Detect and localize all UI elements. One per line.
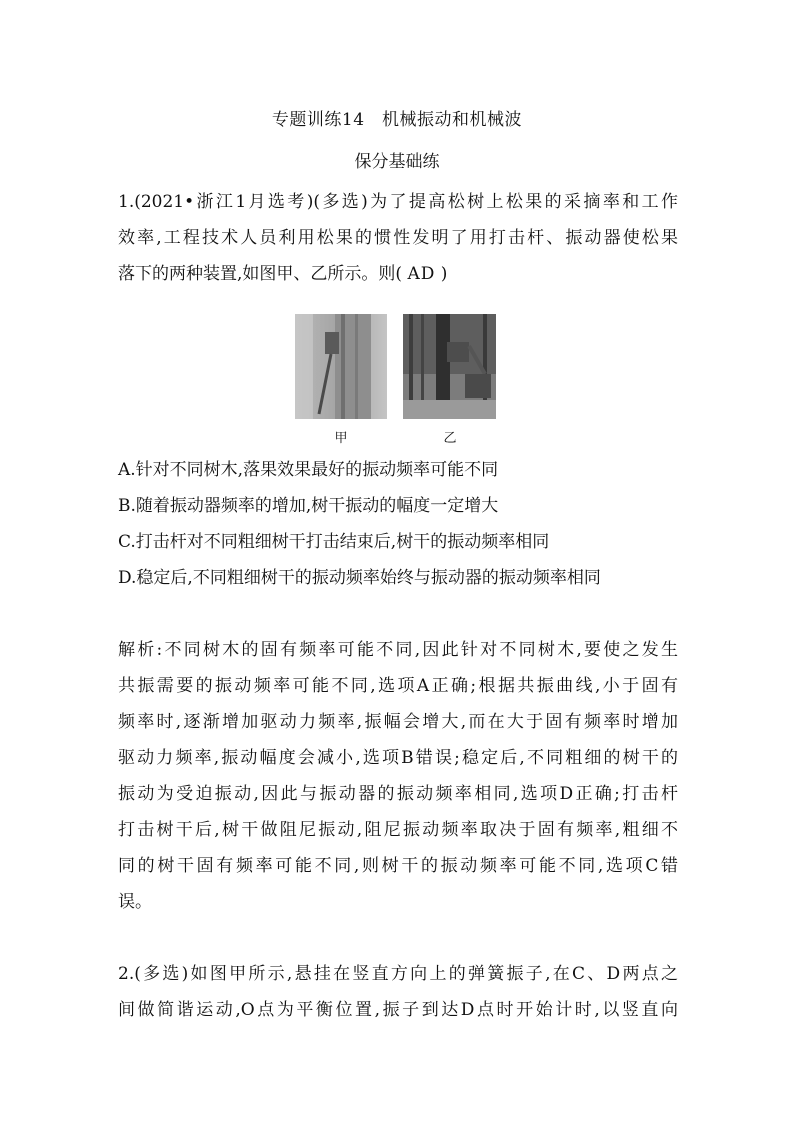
section-subtitle: 保分基础练	[354, 152, 440, 172]
analysis-line: 解析:不同树木的固有频率可能不同,因此针对不同树木,要使之发生	[118, 640, 678, 660]
question-2-line: 2.(多选)如图甲所示,悬挂在竖直方向上的弹簧振子,在C、D两点之	[118, 964, 678, 984]
question-1-line-last	[118, 256, 678, 292]
question-2-stem	[118, 956, 678, 1028]
analysis-line: 同的树干固有频率可能不同,则树干的振动频率可能不同,选项C错	[118, 856, 678, 876]
analysis-line: 振动为受迫振动,因此与振动器的振动频率相同,选项D正确;打击杆	[118, 784, 678, 804]
analysis-line-last: 误。	[118, 892, 152, 912]
question-1-stem-close: )	[435, 264, 448, 284]
figure-striking-rod-photo	[295, 314, 387, 419]
question-1-figures	[295, 314, 505, 444]
question-1-options	[118, 452, 678, 596]
analysis-line: 打击树干后,树干做阻尼振动,阻尼振动频率取决于固有频率,粗细不	[118, 820, 678, 840]
question-1-stem	[118, 184, 678, 292]
analysis-line: 驱动力频率,振动幅度会减小,选项B错误;稳定后,不同粗细的树干的	[118, 748, 678, 768]
analysis-line: 频率时,逐渐增加驱动力频率,振幅会增大,而在大于固有频率时增加	[118, 712, 678, 732]
question-1-line: 效率,工程技术人员利用松果的惯性发明了用打击杆、振动器使松果	[118, 228, 678, 248]
figure-label-jia: 甲	[334, 431, 348, 446]
option-b: B.随着振动器频率的增加,树干振动的幅度一定增大	[118, 496, 499, 516]
question-1-line: 1.(2021•浙江1月选考)(多选)为了提高松树上松果的采摘率和工作	[118, 192, 678, 212]
analysis-line: 共振需要的振动频率可能不同,选项A正确;根据共振曲线,小于固有	[118, 676, 678, 696]
question-1-analysis	[118, 632, 678, 920]
option-d: D.稳定后,不同粗细树干的振动频率始终与振动器的振动频率相同	[118, 568, 601, 588]
option-c: C.打击杆对不同粗细树干打击结束后,树干的振动频率相同	[118, 532, 550, 552]
page-title: 专题训练14 机械振动和机械波	[271, 110, 523, 130]
question-2-line: 间做简谐运动,O点为平衡位置,振子到达D点时开始计时,以竖直向	[118, 1000, 678, 1020]
question-1-answer: AD	[407, 264, 436, 284]
figure-label-yi: 乙	[443, 431, 457, 446]
option-a: A.针对不同树木,落果效果最好的振动频率可能不同	[118, 460, 499, 480]
question-1-stem-end: 落下的两种装置,如图甲、乙所示。则(	[118, 264, 408, 284]
figure-vibrator-machine-photo	[403, 314, 496, 419]
